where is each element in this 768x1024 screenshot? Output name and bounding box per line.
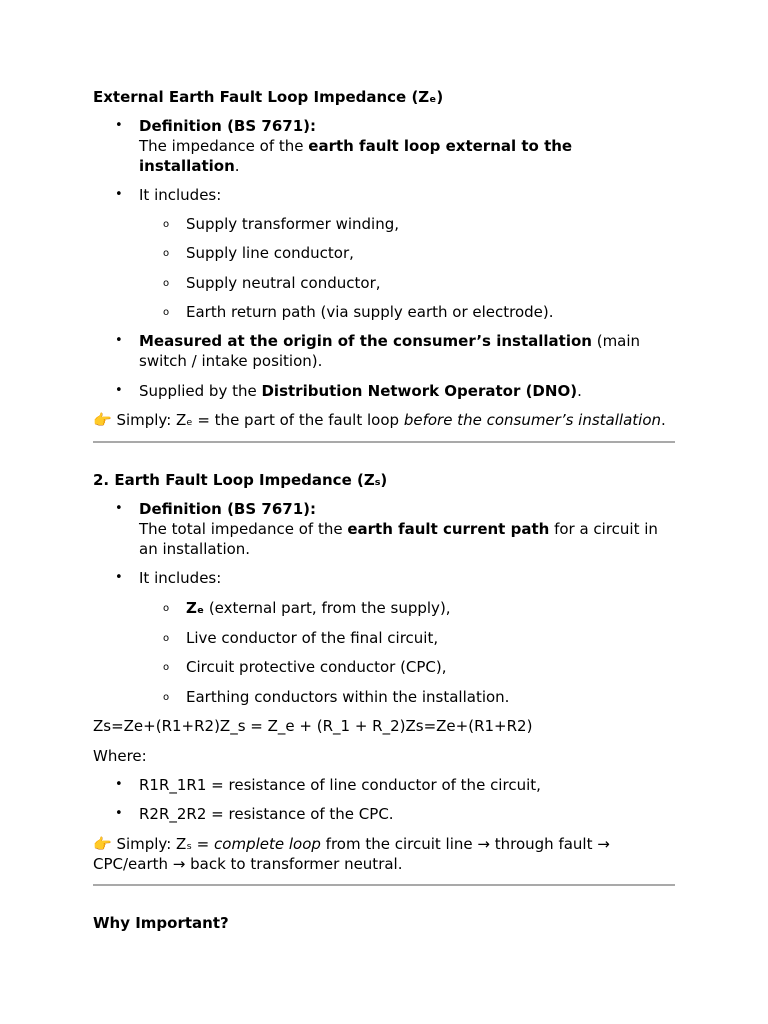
summary-italic: complete loop <box>214 835 321 853</box>
supplied-pre: Supplied by the <box>139 382 262 400</box>
summary-post: . <box>661 411 666 429</box>
summary-prefix: 👉 Simply: Zₛ = <box>93 835 215 853</box>
sub-item-text: Supply transformer winding, <box>186 215 400 233</box>
sub-bullet-icon: o <box>163 692 170 703</box>
horizontal-divider <box>93 441 675 443</box>
section-heading-ze: External Earth Fault Loop Impedance (Zₑ) <box>93 88 444 106</box>
sub-bullet-icon: o <box>163 662 170 673</box>
definition-text <box>139 116 676 176</box>
supplied-text <box>139 381 676 401</box>
measured-rest: (main switch / intake position). <box>139 332 641 370</box>
summary-italic: before the consumer’s installation <box>403 411 662 429</box>
formula-line: Zs=Ze+(R1+R2)Z_s = Z_e + (R_1 + R_2)Zs=Ze+(R1+R2) <box>93 717 533 735</box>
summary-prefix: 👉 Simply: Zₑ = the part of the fault loop <box>93 411 404 429</box>
definition-pre: The impedance of the <box>139 137 309 155</box>
bullet-icon: • <box>115 187 123 202</box>
horizontal-divider <box>93 884 675 886</box>
sub-item-text: Circuit protective conductor (CPC), <box>186 658 447 676</box>
includes-label: It includes: <box>139 569 222 587</box>
definition-post: . <box>234 157 240 175</box>
sub-bullet-icon: o <box>163 278 170 289</box>
sub-item-text: Earthing conductors within the installation. <box>186 688 510 706</box>
ze-bold: Zₑ <box>186 599 205 617</box>
bullet-icon: • <box>115 333 123 348</box>
definition-label: Definition (BS 7671): <box>139 500 316 518</box>
measured-text <box>139 331 676 371</box>
sub-item-text <box>186 598 676 618</box>
definition-text <box>139 499 676 559</box>
bullet-icon: • <box>115 777 123 792</box>
where-item-text: R2R_2R2 = resistance of the CPC. <box>139 805 394 823</box>
definition-pre: The total impedance of the <box>139 520 348 538</box>
section-heading-why: Why Important? <box>93 914 229 932</box>
summary-line <box>93 834 676 874</box>
sub-bullet-icon: o <box>163 248 170 259</box>
bullet-icon: • <box>115 570 123 585</box>
sub-bullet-icon: o <box>163 307 170 318</box>
sub-item-text: Supply neutral conductor, <box>186 274 381 292</box>
summary-line <box>93 410 676 430</box>
sub-bullet-icon: o <box>163 633 170 644</box>
measured-bold: Measured at the origin of the consumer’s installation <box>139 332 592 350</box>
includes-label: It includes: <box>139 186 222 204</box>
sub-item-text: Supply line conductor, <box>186 244 354 262</box>
where-item-text: R1R_1R1 = resistance of line conductor of the circuit, <box>139 776 541 794</box>
sub-item-text: Live conductor of the final circuit, <box>186 629 439 647</box>
section-heading-zs: 2. Earth Fault Loop Impedance (Zₛ) <box>93 471 388 489</box>
summary-rest: from the circuit line → through fault → CPC/earth → back to transformer neutral. <box>93 835 610 873</box>
definition-label: Definition (BS 7671): <box>139 117 316 135</box>
bullet-icon: • <box>115 118 123 133</box>
definition-bold: earth fault current path <box>347 520 550 538</box>
sub-bullet-icon: o <box>163 603 170 614</box>
where-label: Where: <box>93 747 147 765</box>
supplied-post: . <box>577 382 582 400</box>
bullet-icon: • <box>115 383 123 398</box>
definition-bold: earth fault loop external to the installation <box>139 137 573 175</box>
definition-post: for a circuit in an installation. <box>139 520 658 558</box>
supplied-bold: Distribution Network Operator (DNO) <box>261 382 578 400</box>
bullet-icon: • <box>115 501 123 516</box>
sub-bullet-icon: o <box>163 219 170 230</box>
bullet-icon: • <box>115 806 123 821</box>
sub-item-text: Earth return path (via supply earth or electrode). <box>186 303 554 321</box>
ze-rest: (external part, from the supply), <box>204 599 451 617</box>
